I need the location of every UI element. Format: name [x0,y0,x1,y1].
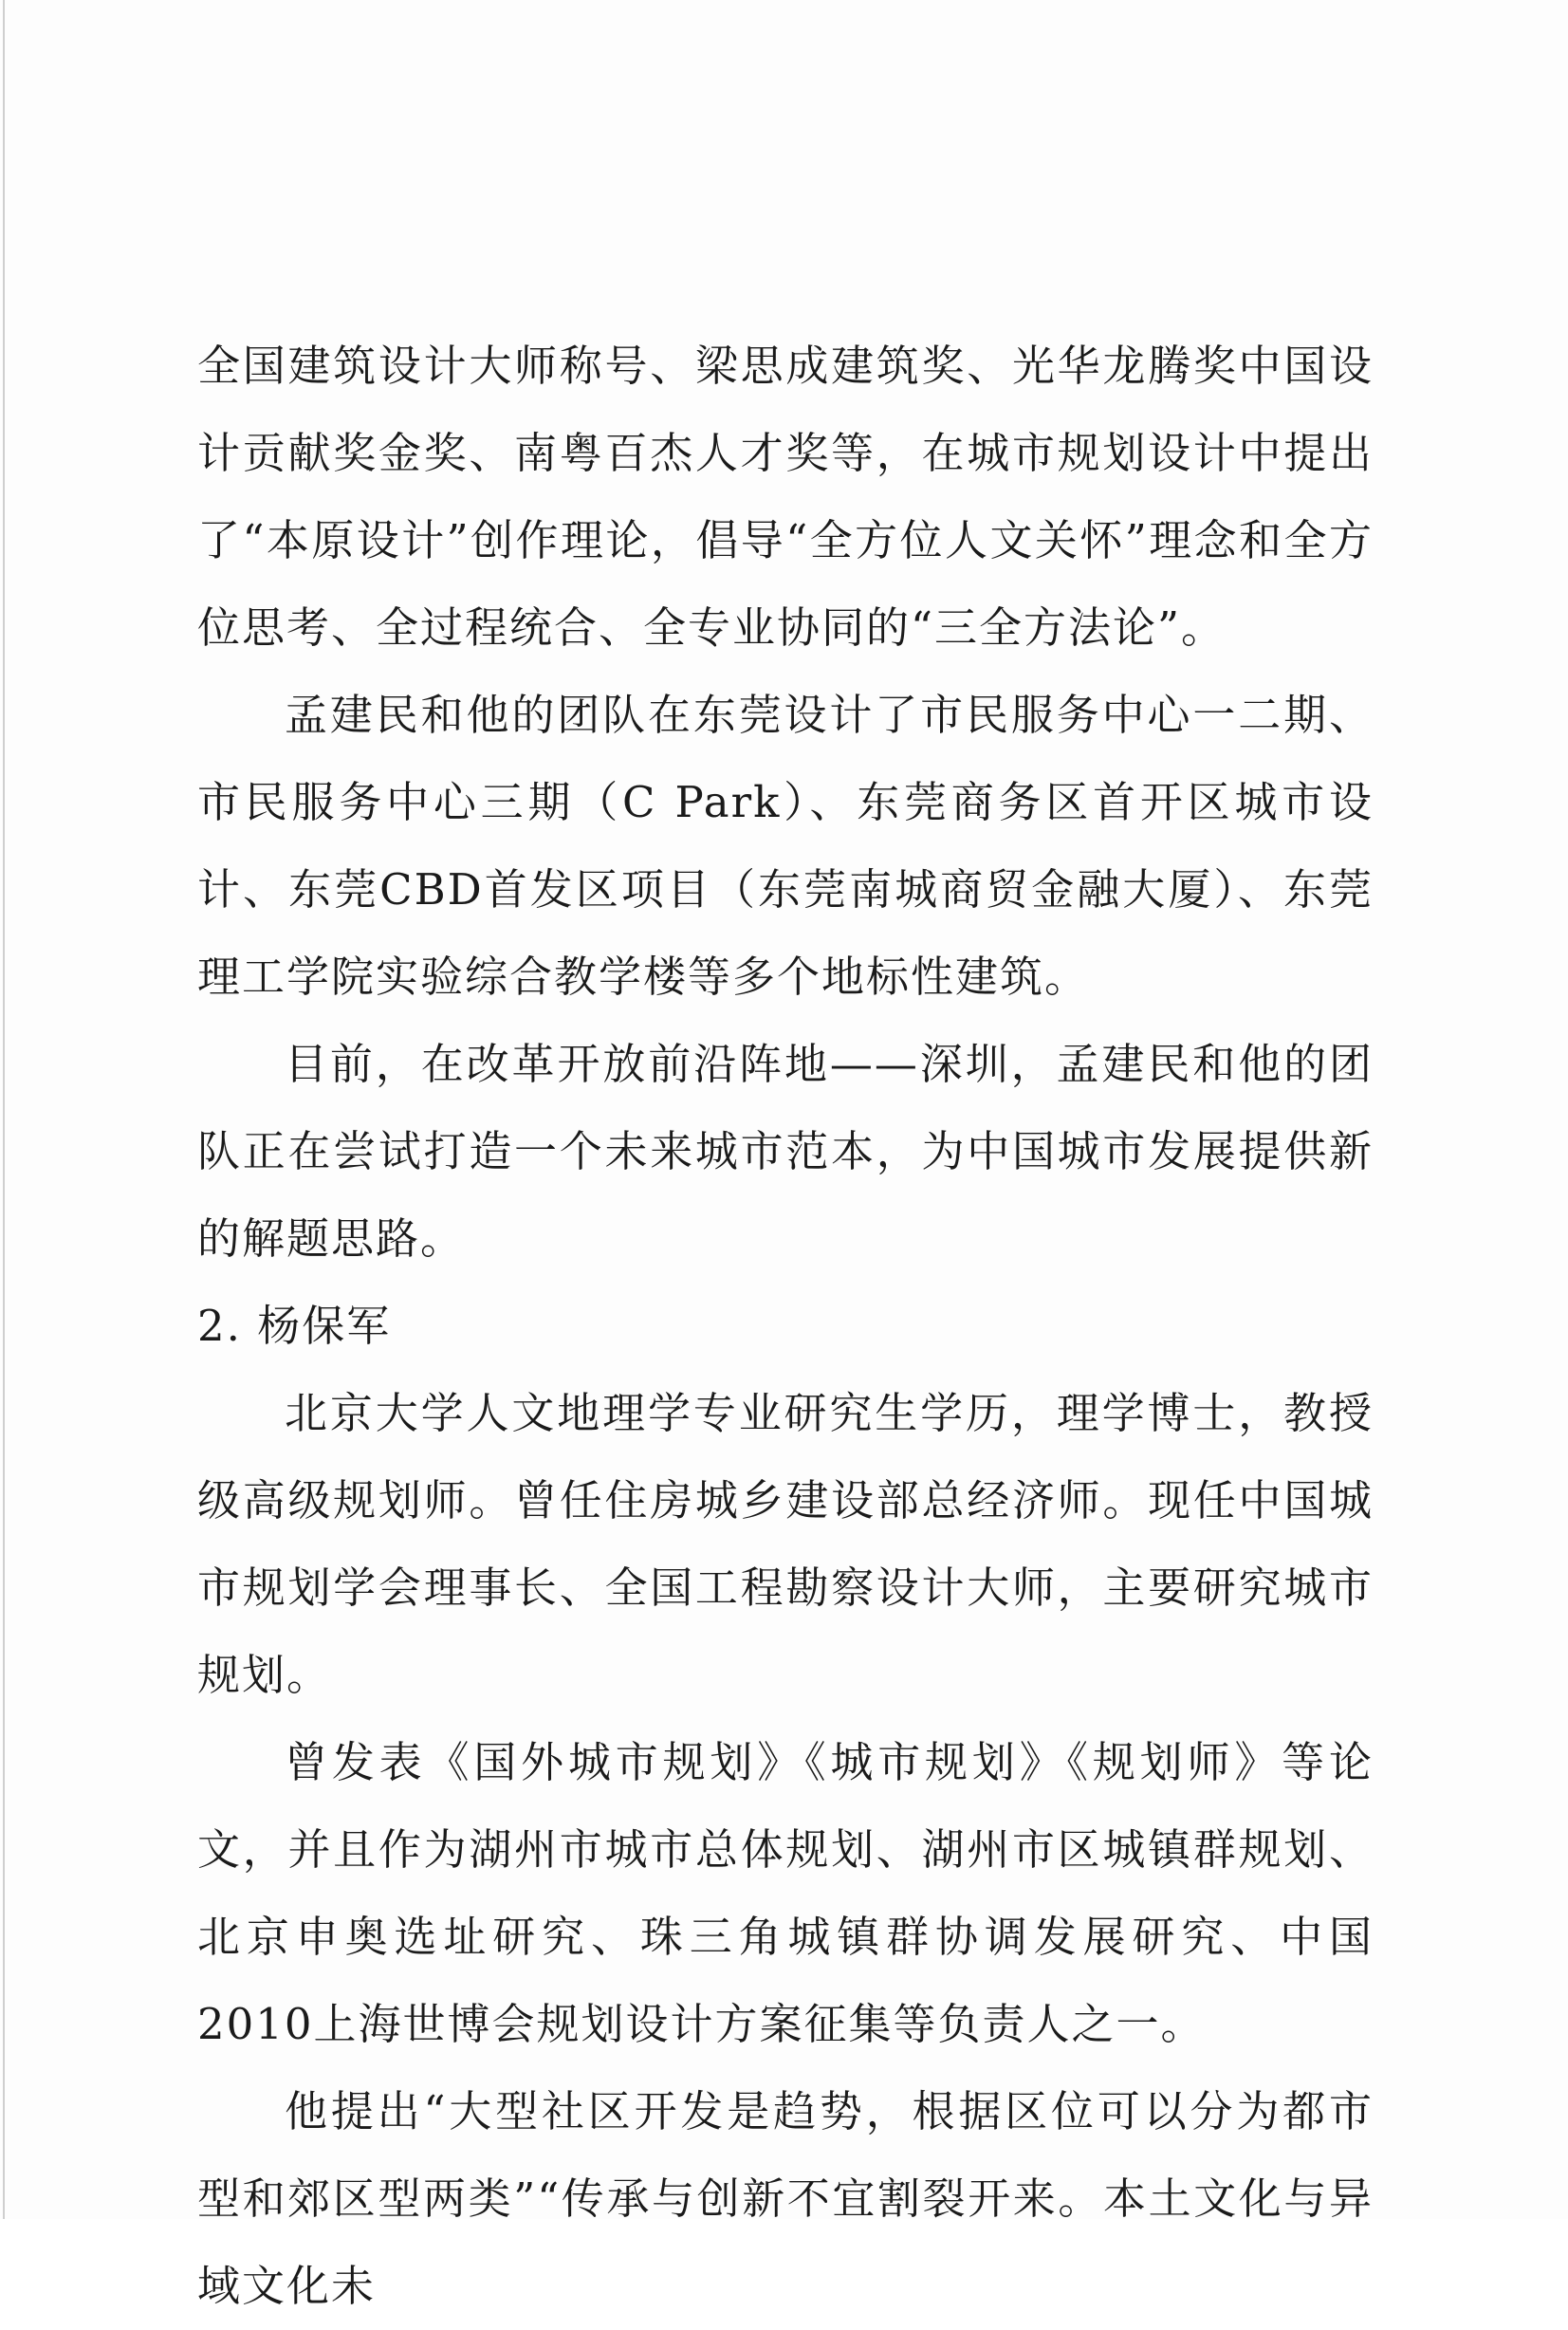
section-heading: 2. 杨保军 [197,1301,392,1351]
scan-edge-line [3,0,5,2219]
paragraph-3: 目前，在改革开放前沿阵地——深圳，孟建民和他的团队正在尝试打造一个未来城市范本，为中国城市发展提供新的解题思路。 [197,1039,1374,1264]
paragraph-6: 他提出“大型社区开发是趋势，根据区位可以分为都市型和郊区型两类”“传承与创新不宜割裂开来。本土文化与异域文化未 [197,2086,1374,2311]
paragraph-1: 全国建筑设计大师称号、梁思成建筑奖、光华龙腾奖中国设计贡献奖金奖、南粤百杰人才奖等，在城市规划设计中提出了“本原设计”创作理论，倡导“全方位人文关怀”理念和全方位思考、全过程统合、全专业协同的“三全方法论”。 [197,341,1374,653]
paragraph-4: 北京大学人文地理学专业研究生学历，理学博士，教授级高级规划师。曾任住房城乡建设部总经济师。现任中国城市规划学会理事长、全国工程勘察设计大师，主要研究城市规划。 [197,1388,1374,1700]
paragraph-2: 孟建民和他的团队在东莞设计了市民服务中心一二期、市民服务中心三期（C Park）、东莞商务区首开区城市设计、东莞CBD首发区项目（东莞南城商贸金融大厦）、东莞理工学院实验综合教学楼等多个地标性建筑。 [197,690,1374,1002]
paragraph-5: 曾发表《国外城市规划》《城市规划》《规划师》等论文，并且作为湖州市城市总体规划、湖州市区城镇群规划、北京申奥选址研究、珠三角城镇群协调发展研究、中国2010上海世博会规划设计方案征集等负责人之一。 [197,1737,1374,2049]
document-body [197,323,1374,2330]
